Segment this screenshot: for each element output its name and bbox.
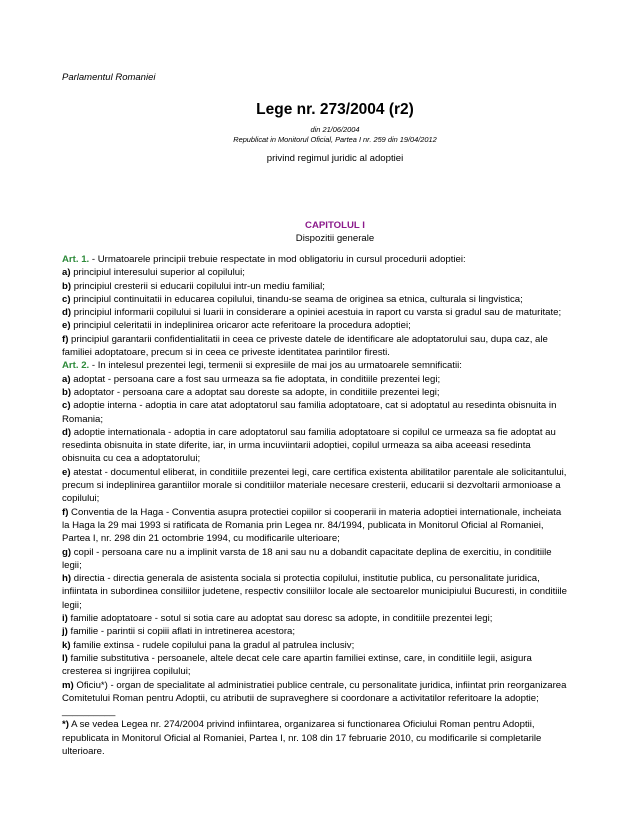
item-text: atestat - documentul eliberat, in conditiile prezentei legi, care certifica existenta abilitatilor parentale ale solicitantului, precum si indeplinirea garantiilor morale si conditiilor materiale necesare cresterii, educarii si dezvoltarii armonioase a copilului; <box>62 466 567 505</box>
item-text: adoptator - persoana care a adoptat sau doreste sa adopte, in conditiile prezentei legi; <box>71 386 440 398</box>
list-item <box>62 399 568 426</box>
list-item <box>62 546 568 573</box>
chapter-name: Dispozitii generale <box>295 233 375 244</box>
item-text: Oficiu*) - organ de specialitate al administratiei publice centrale, cu personalitate juridica, infiintat prin reorganizarea Comitetului Roman pentru Adoptii, cu atributii de supraveghere si coordonare a activitatilor referitoare la adoptie; <box>62 679 567 704</box>
item-text: principiul continuitatii in educarea copilului, tinandu-se seama de originea sa etnica, culturala si lingvistica; <box>70 293 523 305</box>
item-letter: e) <box>62 466 71 478</box>
list-item <box>62 373 568 386</box>
item-letter: d) <box>62 307 72 319</box>
list-item <box>62 306 568 319</box>
footnote-mark: *) <box>62 719 69 731</box>
item-letter: b) <box>62 386 72 398</box>
item-letter: m) <box>62 679 74 691</box>
list-item <box>62 612 568 625</box>
chapter-heading <box>62 219 568 245</box>
list-item <box>62 319 568 332</box>
list-item <box>62 506 568 546</box>
item-text: familie adoptatoare - sotul si sotia care au adoptat sau doresc sa adopte, in conditiile prezentei legi; <box>67 613 493 625</box>
item-letter: k) <box>62 639 71 651</box>
footnote-text: A se vedea Legea nr. 274/2004 privind infiintarea, organizarea si functionarea Oficiului Roman pentru Adoptii, republicata in Monitorul Oficial al Romaniei, Partea I, nr. 108 din 17 februarie 2010, cu modificarile si completarile ulterioare. <box>62 719 542 757</box>
article-label: Art. 1. <box>62 254 90 265</box>
item-text: familie substitutiva - persoanele, altele decat cele care apartin familiei extinse, care, in conditiile legii, asigura cresterea si ingrijirea copilului; <box>62 652 532 678</box>
item-letter: b) <box>62 280 72 292</box>
article-2-intro: Art. 2. - In intelesul prezentei legi, termenii si expresiile de mai jos au urmatoarele semnificatii: <box>62 360 462 372</box>
item-letter: a) <box>62 373 71 385</box>
item-letter: c) <box>62 293 71 305</box>
item-letter: a) <box>62 267 71 279</box>
list-item <box>62 652 568 679</box>
item-text: familie extinsa - rudele copilului pana la gradul al patrulea inclusiv; <box>70 639 355 651</box>
item-letter: j) <box>62 626 68 638</box>
republication-note: Republicat in Monitorul Oficial, Partea I nr. 259 din 19/04/2012 <box>233 135 437 144</box>
list-item <box>62 266 568 279</box>
item-text: adoptat - persoana care a fost sau urmeaza sa fie adoptata, in conditiile prezentei legi; <box>70 373 441 385</box>
chapter-label: CAPITOLUL I <box>305 220 365 231</box>
item-letter: h) <box>62 573 72 585</box>
law-title: Lege nr. 273/2004 (r2) <box>256 101 414 118</box>
list-item <box>62 386 568 399</box>
item-text: adoptie internationala - adoptia in care adoptatorul sau familia adoptatoare si copilul ce urmeaza sa fie adoptat au resedinta obisnuita in state diferite, iar, in urma incuviintarii adoptiei, copilul urmeaza sa aiba aceeasi resedinta obisnuita cu cea a adoptatorului; <box>62 426 556 465</box>
item-text: principiul interesului superior al copilului; <box>70 267 245 279</box>
item-text: directia - directia generala de asistenta sociala si protectia copilului, institutie publica, cu personalitate juridica, infiintata in subordinea consiliilor judetene, respectiv consiliilor locale ale sectoarelor municipiului Bucuresti, in conditiile legii; <box>62 573 567 611</box>
list-item <box>62 572 568 612</box>
item-letter: d) <box>62 426 72 438</box>
item-text: principiul celeritatii in indeplinirea oricaror acte referitoare la procedura adoptiei; <box>70 320 411 332</box>
law-date: din 21/06/2004 <box>310 125 360 134</box>
list-item <box>62 625 568 638</box>
item-text: adoptie interna - adoptia in care atat adoptatorul sau familia adoptatoare, cat si adoptatul au resedinta obisnuita in Romania; <box>62 400 557 425</box>
footnote <box>62 718 568 758</box>
item-letter: l) <box>62 652 68 664</box>
item-letter: e) <box>62 320 71 332</box>
list-item <box>62 639 568 652</box>
item-letter: i) <box>62 613 68 625</box>
footnote-separator: __________ <box>62 706 116 718</box>
article-2-items <box>62 373 568 705</box>
item-text: copil - persoana care nu a implinit varsta de 18 ani sau nu a dobandit capacitate deplina de exercitiu, in conditiile legii; <box>62 546 552 571</box>
law-subject: privind regimul juridic al adoptiei <box>266 153 404 164</box>
item-text: familie - parintii si copiii aflati in intretinerea acestora; <box>67 626 296 638</box>
article-label: Art. 2. <box>62 360 90 372</box>
list-item <box>62 333 568 360</box>
item-text: principiul cresterii si educarii copilului intr-un mediu familial; <box>71 280 325 292</box>
list-item <box>62 466 568 506</box>
law-body <box>62 253 568 758</box>
item-text: principiul informarii copilului si luarii in considerare a opiniei acestuia in raport cu varsta si gradul sau de maturitate; <box>71 307 562 319</box>
article-1-items <box>62 266 568 359</box>
list-item <box>62 280 568 293</box>
item-text: principiul garantarii confidentialitatii in ceea ce priveste datele de identificare ale adoptatorului sau, dupa caz, ale familiei adoptatoare, precum si in ceea ce priveste identitatea parintilor firesti. <box>62 333 548 359</box>
item-letter: g) <box>62 546 72 558</box>
item-letter: f) <box>62 333 69 345</box>
article-1-intro: Art. 1. - Urmatoarele principii trebuie respectate in mod obligatoriu in cursul procedurii adoptiei: <box>62 254 466 265</box>
list-item <box>62 679 568 706</box>
item-letter: c) <box>62 400 71 412</box>
list-item <box>62 426 568 466</box>
document-header: Parlamentul Romaniei <box>62 72 156 83</box>
item-text: Conventia de la Haga - Conventia asupra protectiei copiilor si cooperarii in materia adoptiei internationale, incheiata la Haga la 29 mai 1993 si ratificata de Romania prin Legea nr. 84/1994, publicata in Monitorul Oficial al Romaniei, Partea I, nr. 298 din 21 octombrie 1994, cu modificarile ulterioare; <box>62 506 562 545</box>
item-letter: f) <box>62 506 69 518</box>
list-item <box>62 293 568 306</box>
law-metadata <box>62 125 568 145</box>
